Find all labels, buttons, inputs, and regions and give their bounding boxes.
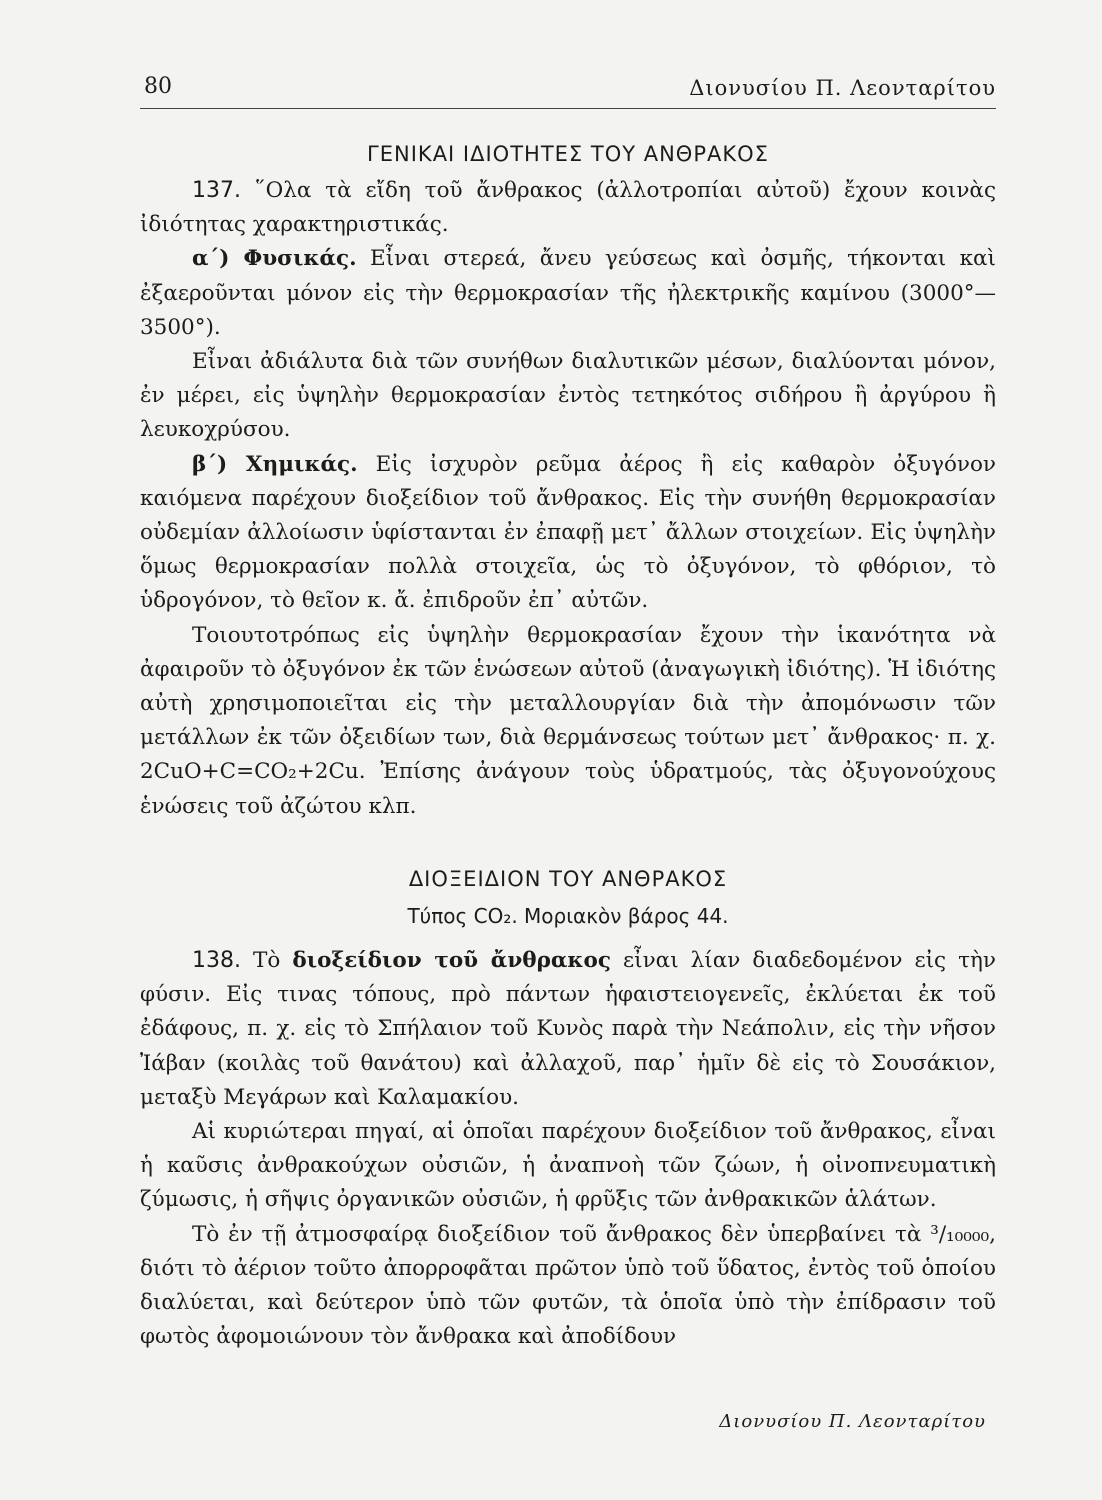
subheading-chemical: β΄) Χημικάς.	[192, 451, 358, 477]
page-header	[140, 70, 996, 109]
subheading-physical: α΄) Φυσικάς.	[192, 246, 357, 272]
section-carbon-dioxide-body	[140, 944, 996, 1354]
paragraph-lead: Τὸ	[253, 948, 281, 973]
running-head: Διονυσίου Π. Λεονταρίτου	[689, 76, 996, 100]
bold-term: διοξείδιον τοῦ ἄνθρακος	[292, 948, 611, 973]
paragraph-text: Αἱ κυριώτεραι πηγαί, αἱ ὁποῖαι παρέχουν διοξείδιον τοῦ ἄνθρακος, εἶναι ἡ καῦσις ἀνθρακούχων οὐσιῶν, ἡ ἀναπνοὴ τῶν ζώων, ἡ οἰνοπνευματικὴ ζύμωσις, ἡ σῆψις ὀργανικῶν οὐσιῶν, ἡ φρῦξις τῶν ἀνθρακικῶν ἁλάτων.	[140, 1119, 996, 1213]
section-title-carbon-dioxide: ΔΙΟΞΕΙΔΙΟΝ ΤΟΥ ΑΝΘΡΑΚΟΣ	[408, 867, 728, 891]
paragraph-text: Εἶναι στερεά, ἄνευ γεύσεως καὶ ὀσμῆς, τήκονται καὶ ἐξαεροῦνται μόνον εἰς τὴν θερμοκρασίαν τῆς ἠλεκτρικῆς καμίνου (3000°— 3500°).	[140, 246, 996, 340]
paragraph-text: ῞Ολα τὰ εἴδη τοῦ ἄνθρακος (ἀλλοτροπίαι αὐτοῦ) ἔχουν κοινὰς ἰδιότητας χαρακτηριστικάς.	[140, 178, 996, 238]
page-number: 80	[144, 74, 172, 99]
paragraph-text: Τοιουτοτρόπως εἰς ὑψηλὴν θερμοκρασίαν ἔχουν τὴν ἱκανότητα νὰ ἀφαιροῦν τὸ ὀξυγόνον ἐκ τῶν ἑνώσεων αὐτοῦ (ἀναγωγικὴ ἰδιότης). Ἡ ἰδιότης αὐτὴ χρησιμοποιεῖται εἰς τὴν μεταλλουργίαν διὰ τὴν ἀπομόνωσιν τῶν μετάλλων ἐκ τῶν ὀξειδίων των, διὰ θερμάνσεως τούτων μετ᾽ ἄνθρακος· π. χ. 2CuO+C=CO₂+2Cu. Ἐπίσης ἀνάγουν τοὺς ὑδρατμούς, τὰς ὀξυγονούχους ἑνώσεις τοῦ ἀζώτου κλπ.	[140, 622, 996, 819]
formula-line: Τύπος CO₂. Μοριακὸν βάρος 44.	[407, 904, 729, 928]
paragraph-number: 138.	[192, 948, 241, 973]
paragraph-chemical	[140, 448, 996, 619]
paragraph-138	[140, 944, 996, 1115]
paragraph-text: εἶναι λίαν διαδεδομένον εἰς τὴν φύσιν. Εἰς τινας τόπους, πρὸ πάντων ἡφαιστειογενεῖς, ἐκλύεται ἐκ τοῦ ἐδάφους, π. χ. εἰς τὸ Σπήλαιον τοῦ Κυνὸς παρὰ τὴν Νεάπολιν, εἰς τὴν νῆσον Ἰάβαν (κοιλὰς τοῦ θανάτου) καὶ ἀλλαχοῦ, παρ᾽ ἡμῖν δὲ εἰς τὸ Σουσάκιον, μεταξὺ Μεγάρων καὶ Καλαμακίου.	[140, 948, 996, 1110]
paragraph-reduction	[140, 619, 996, 824]
paragraph-137	[140, 174, 996, 242]
footer-signature: Διονυσίου Π. Λεονταρίτου	[719, 1411, 986, 1432]
paragraph-physical	[140, 242, 996, 345]
paragraph-atmosphere	[140, 1218, 996, 1355]
section-title-general-properties: ΓΕΝΙΚΑΙ ΙΔΙΟΤΗΤΕΣ ΤΟΥ ΑΝΘΡΑΚΟΣ	[367, 142, 769, 166]
paragraph-insoluble	[140, 345, 996, 448]
paragraph-sources	[140, 1115, 996, 1218]
section-general-properties-body	[140, 174, 996, 824]
paragraph-number: 137.	[192, 178, 241, 203]
paragraph-text: Εἶναι ἀδιάλυτα διὰ τῶν συνήθων διαλυτικῶν μέσων, διαλύονται μόνον, ἐν μέρει, εἰς ὑψηλὴν θερμοκρασίαν ἐντὸς τετηκότος σιδήρου ἢ ἀργύρου ἢ λευκοχρύσου.	[140, 349, 996, 443]
paragraph-text: Τὸ ἐν τῇ ἀτμοσφαίρᾳ διοξείδιον τοῦ ἄνθρακος δὲν ὑπερβαίνει τὰ ³/₁₀₀₀₀, διότι τὸ ἀέριον τοῦτο ἀπορροφᾶται πρῶτον ὑπὸ τοῦ ὕδατος, ἐντὸς τοῦ ὁποίου διαλύεται, καὶ δεύτερον ὑπὸ τῶν φυτῶν, τὰ ὁποῖα ὑπὸ τὴν ἐπίδρασιν τοῦ φωτὸς ἀφομοιώνουν τὸν ἄνθρακα καὶ ἀποδίδουν	[140, 1221, 996, 1350]
paragraph-text: Εἰς ἰσχυρὸν ρεῦμα ἀέρος ἢ εἰς καθαρὸν ὀξυγόνον καιόμενα παρέχουν διοξείδιον τοῦ ἄνθρακος. Εἰς τὴν συνήθη θερμοκρασίαν οὐδεμίαν ἀλλοίωσιν ὑφίστανται ἐν ἐπαφῇ μετ᾽ ἄλλων στοιχείων. Εἰς ὑψηλὴν ὅμως θερμοκρασίαν πολλὰ στοιχεῖα, ὡς τὸ ὀξυγόνον, τὸ φθόριον, τὸ ὑδρογόνον, τὸ θεῖον κ. ἄ. ἐπιδροῦν ἐπ᾽ αὐτῶν.	[140, 451, 996, 614]
